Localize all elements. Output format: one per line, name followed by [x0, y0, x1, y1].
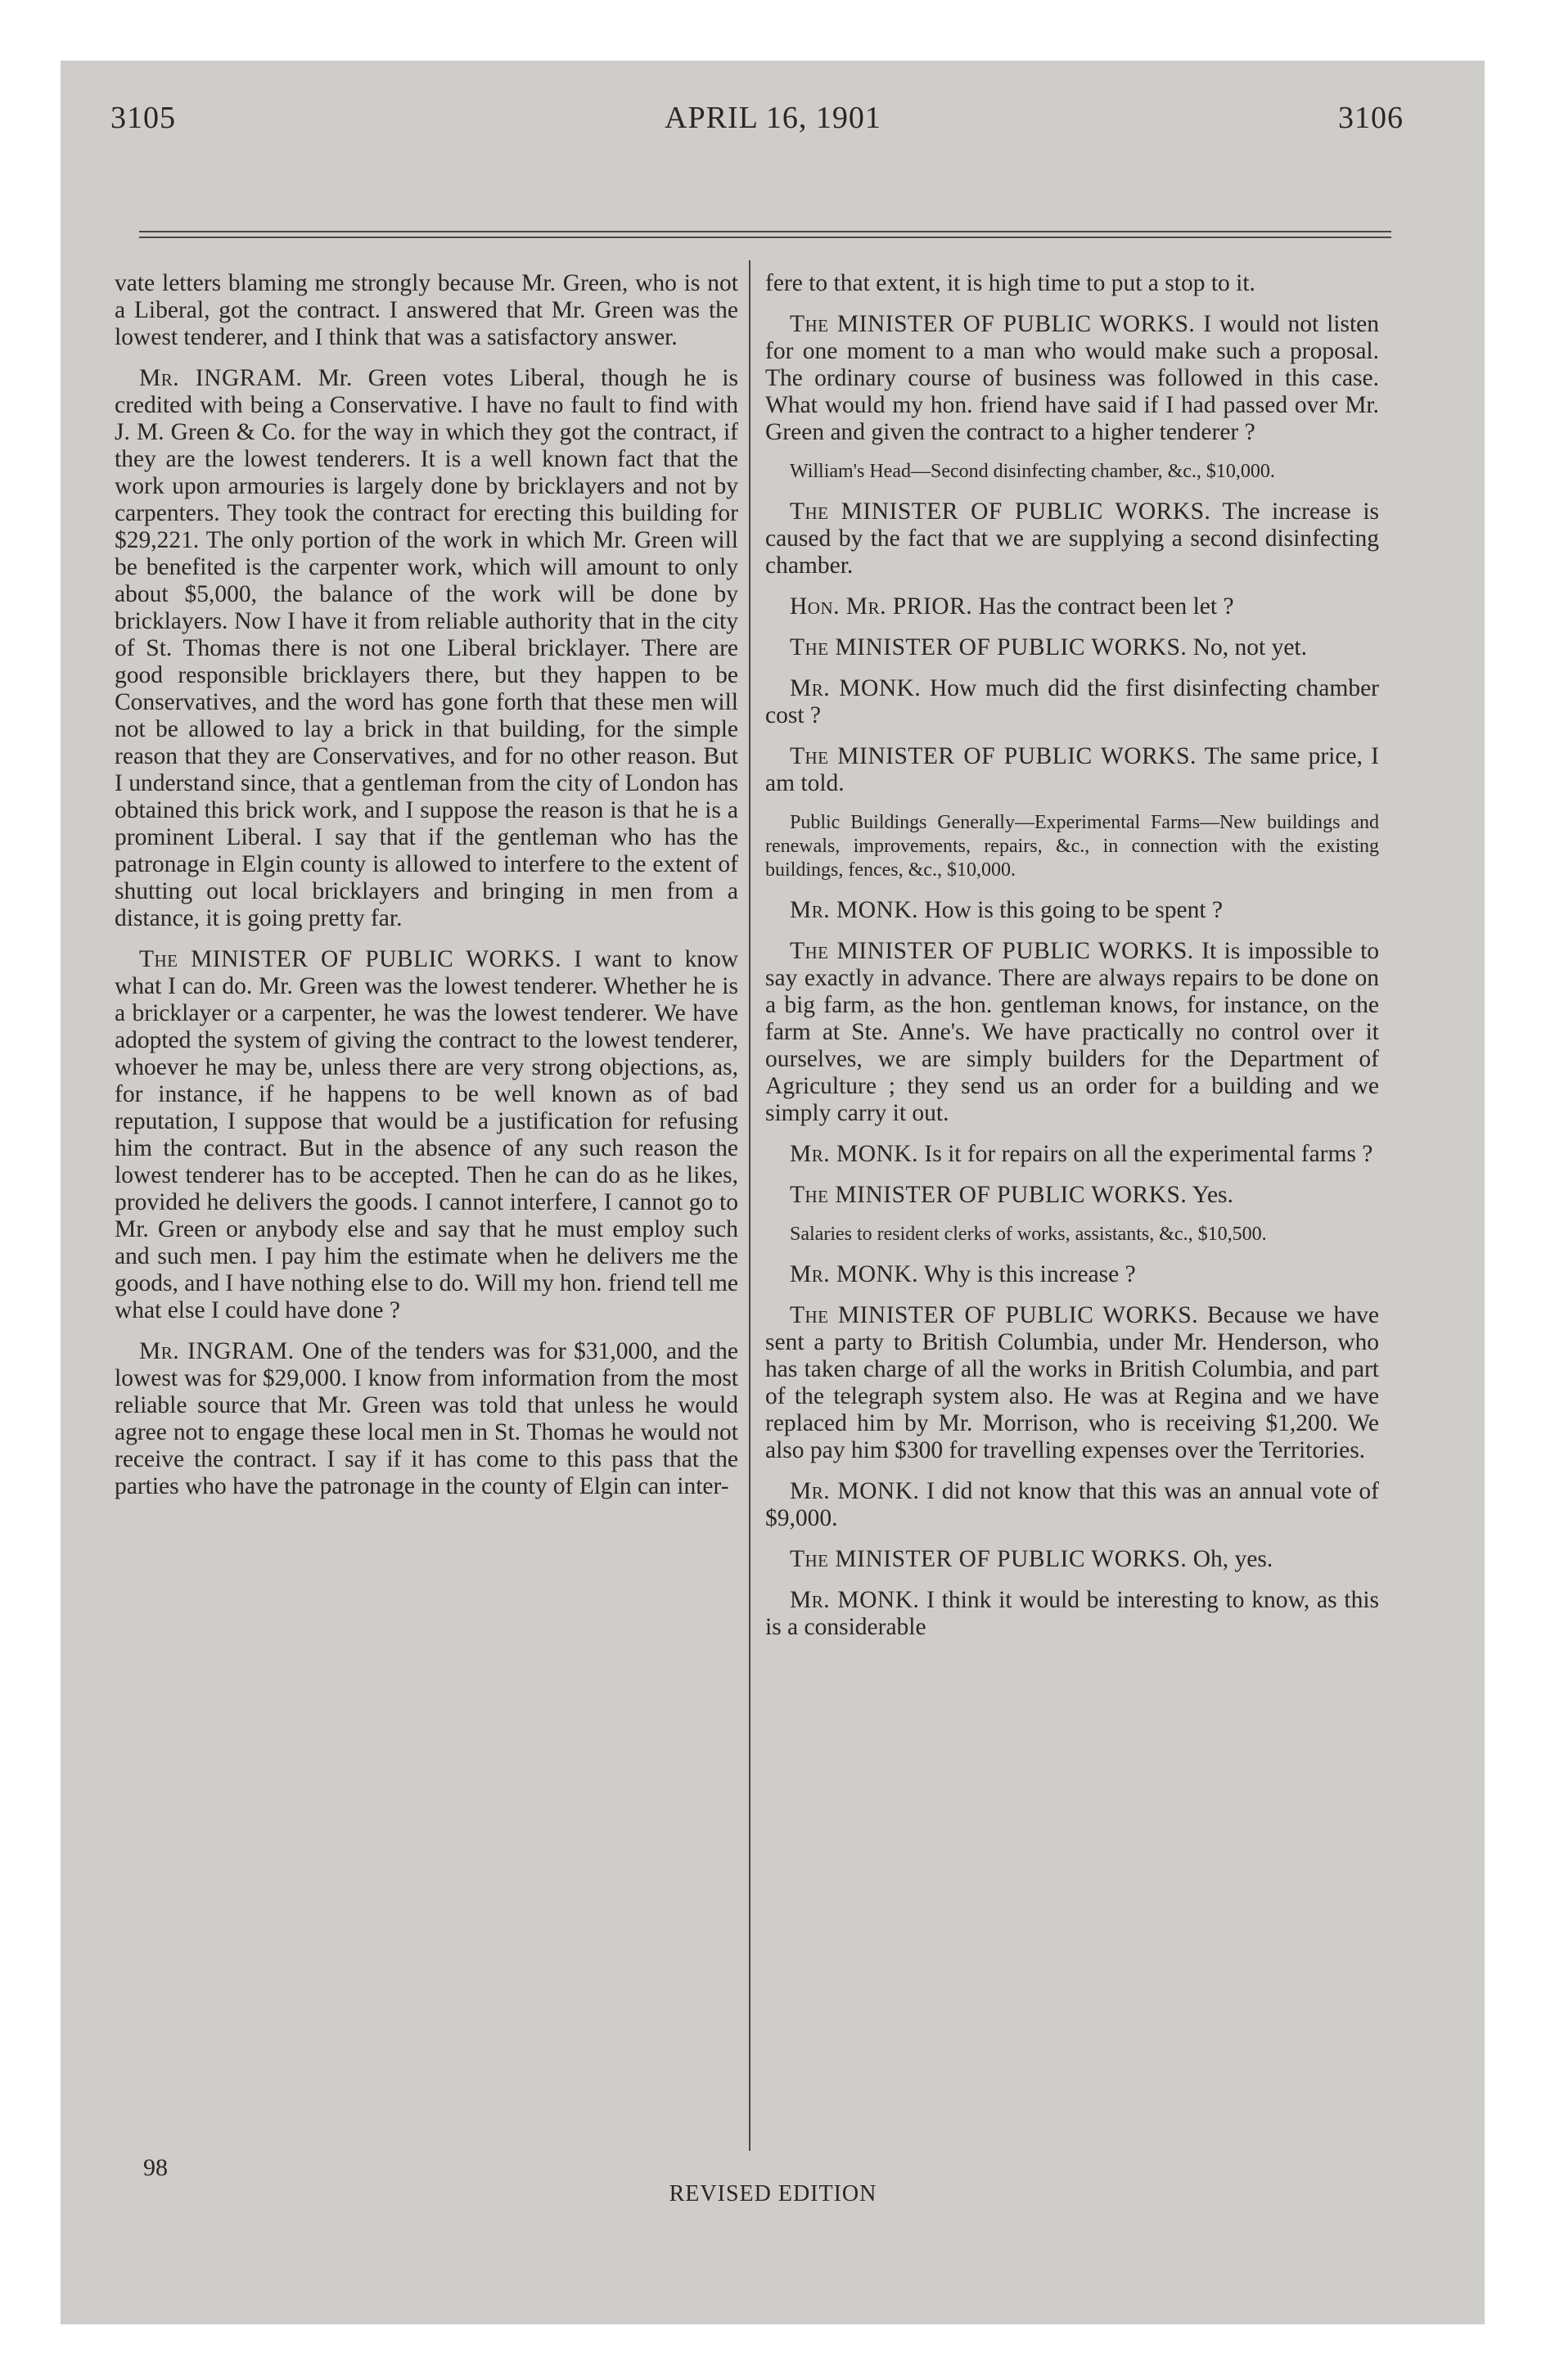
speaker-name: The MINISTER OF PUBLIC WORKS.	[790, 1182, 1188, 1208]
speaker-name: Mr. MONK.	[790, 1141, 919, 1167]
speech-paragraph	[765, 1261, 1379, 1288]
speaker-name: Hon. Mr. PRIOR.	[790, 593, 973, 620]
header-rule-top	[139, 231, 1391, 232]
speaker-name: Mr. MONK.	[790, 897, 919, 923]
page-number-left: 3105	[110, 101, 176, 135]
continued-paragraph	[115, 270, 738, 351]
speaker-name: Mr. INGRAM.	[139, 365, 303, 391]
item-text: Salaries to resident clerks of works, assistants, &c., $10,500.	[790, 1224, 1267, 1245]
page-date: APRIL 16, 1901	[665, 101, 881, 135]
speech-text: Oh, yes.	[1192, 1546, 1273, 1572]
speech-text: I would not listen for one moment to a man who would make such a proposal. The ordinary course of business was followed in this case. What would my hon. friend have said if I had passed over Mr. Green and given the contract to a higher tenderer ?	[765, 311, 1379, 445]
speech-text: Yes.	[1192, 1182, 1233, 1208]
speech-text: The increase is caused by the fact that we are supplying a second disinfecting chamber.	[765, 498, 1380, 579]
speaker-name: Mr. MONK.	[790, 1587, 920, 1613]
speech-paragraph	[765, 1478, 1379, 1532]
speech-paragraph	[765, 1546, 1379, 1573]
speech-text: I did not know that this was an annual vote of $9,000.	[765, 1478, 1379, 1531]
speech-text: Is it for repairs on all the experimental farms ?	[924, 1141, 1373, 1167]
signature-number: 98	[143, 2154, 168, 2181]
speech-paragraph	[765, 743, 1379, 797]
edition-label: REVISED EDITION	[669, 2181, 877, 2206]
speech-paragraph	[765, 1141, 1379, 1168]
item-text: William's Head—Second disinfecting chamber, &c., $10,000.	[790, 461, 1275, 482]
left-column	[115, 270, 738, 1514]
header-rule-bottom	[139, 237, 1391, 238]
speech-text: How is this going to be spent ?	[924, 897, 1224, 923]
right-column	[765, 270, 1379, 1655]
speaker-name: Mr. MONK.	[790, 675, 922, 701]
speech-text: I want to know what I can do. Mr. Green was the lowest tenderer. Whether he is a bricklayer or a carpenter, he was the lowest tenderer. We have adopted the system of giving the contract to the lowest tenderer, whoever he may be, unless there are very strong objections, as, for instance, if he happens to be well known as of bad reputation, I suppose that would be a justification for refusing him the contract. But in the absence of any such reason the lowest tenderer has to be accepted. Then he can do as he likes, provided he delivers the goods. I cannot interfere, I cannot go to Mr. Green or anybody else and say that he must employ such and such men. I pay him the estimate when he delivers me the goods, and I have nothing else to do. Will my hon. friend tell me what else I could have done ?	[115, 946, 739, 1323]
speech-paragraph	[115, 946, 738, 1324]
speech-text: No, not yet.	[1192, 634, 1307, 660]
speaker-name: The MINISTER OF PUBLIC WORKS.	[790, 1546, 1188, 1572]
speech-paragraph	[765, 897, 1379, 924]
speech-paragraph	[765, 498, 1379, 579]
speech-text: It is impossible to say exactly in advance. There are always repairs to be done on a big farm, as the hon. gentleman knows, for instance, on the farm at Ste. Anne's. We have practically no control over it ourselves, we are simply builders for the Department of Agriculture ; they send us an order for a building and we simply carry it out.	[765, 938, 1380, 1126]
speech-paragraph	[765, 1587, 1379, 1641]
speaker-name: The MINISTER OF PUBLIC WORKS.	[790, 743, 1197, 769]
speech-paragraph	[765, 1302, 1379, 1464]
speech-text: I think it would be interesting to know, as this is a considerable	[765, 1587, 1379, 1640]
speech-text: The same price, I am told.	[765, 743, 1380, 796]
speaker-name: The MINISTER OF PUBLIC WORKS.	[139, 946, 562, 972]
speech-paragraph	[765, 593, 1379, 620]
speech-text: One of the tenders was for $31,000, and the lowest was for $29,000. I know from information from the most reliable source that Mr. Green was told that unless he would agree not to engage these local men in St. Thomas he would not receive the contract. I say if it has come to this pass that the parties who have the patronage in the county of Elgin can inter-	[115, 1338, 738, 1499]
speech-paragraph	[765, 311, 1379, 446]
estimate-item	[765, 811, 1379, 882]
speech-text: Because we have sent a party to British Columbia, under Mr. Henderson, who has taken charge of all the works in British Columbia, and part of the telegraph system also. He was at Regina and we have replaced him by Mr. Morrison, who is receiving $1,200. We also pay him $300 for travelling expenses over the Territories.	[765, 1302, 1380, 1463]
speaker-name: The MINISTER OF PUBLIC WORKS.	[790, 1302, 1199, 1328]
item-text: Public Buildings Generally—Experimental Farms—New buildings and renewals, improvements, repairs, &c., in connection with the existing buildings, fences, &c., $10,000.	[765, 812, 1379, 881]
speech-text: Has the contract been let ?	[978, 593, 1234, 620]
speech-paragraph	[765, 634, 1379, 661]
paragraph-text: vate letters blaming me strongly because Mr. Green, who is not a Liberal, got the contract. I answered that Mr. Green was the lowest tenderer, and I think that was a satisfactory answer.	[115, 270, 738, 350]
speech-paragraph	[115, 365, 738, 932]
speech-text: Mr. Green votes Liberal, though he is credited with being a Conservative. I have no fault to find with J. M. Green & Co. for the way in which they got the contract, if they are the lowest tenderers. It is a well known fact that the work upon armouries is largely done by bricklayers and not by carpenters. They took the contract for erecting this building for $29,221. The only portion of the work in which Mr. Green will be benefited is the carpenter work, which will amount to only about $5,000, the balance of the work will be done by bricklayers. Now I have it from reliable authority that in the city of St. Thomas there is not one Liberal bricklayer. There are good responsible bricklayers there, but they happen to be Conservatives, and the word has gone forth that these men will not be allowed to lay a brick in that building, for the simple reason that they are Conservatives, and for no other reason. But I understand since, that a gentleman from the city of London has obtained this brick work, and I suppose the reason is that he is a prominent Liberal. I say that if the gentleman who has the patronage in Elgin county is allowed to interfere to the extent of shutting out local bricklayers and bringing in men from a distance, it is going pretty far.	[115, 365, 738, 931]
estimate-item	[765, 460, 1379, 484]
speaker-name: Mr. MONK.	[790, 1478, 920, 1504]
page-number-right: 3106	[1338, 101, 1404, 135]
speech-text: Why is this increase ?	[923, 1261, 1136, 1287]
paragraph-text: fere to that extent, it is high time to put a stop to it.	[765, 270, 1255, 296]
speech-paragraph	[765, 675, 1379, 729]
speech-text: How much did the first disinfecting chamber cost ?	[765, 675, 1379, 728]
speech-paragraph	[765, 938, 1379, 1127]
speaker-name: The MINISTER OF PUBLIC WORKS.	[790, 311, 1196, 337]
speaker-name: The MINISTER OF PUBLIC WORKS.	[790, 634, 1188, 660]
speech-paragraph	[115, 1338, 738, 1500]
column-divider	[749, 260, 750, 2151]
speaker-name: Mr. MONK.	[790, 1261, 919, 1287]
estimate-item	[765, 1223, 1379, 1246]
continued-paragraph	[765, 270, 1379, 297]
speaker-name: The MINISTER OF PUBLIC WORKS.	[790, 498, 1211, 525]
speaker-name: The MINISTER OF PUBLIC WORKS.	[790, 938, 1194, 964]
speaker-name: Mr. INGRAM.	[139, 1338, 295, 1364]
speech-paragraph	[765, 1182, 1379, 1209]
